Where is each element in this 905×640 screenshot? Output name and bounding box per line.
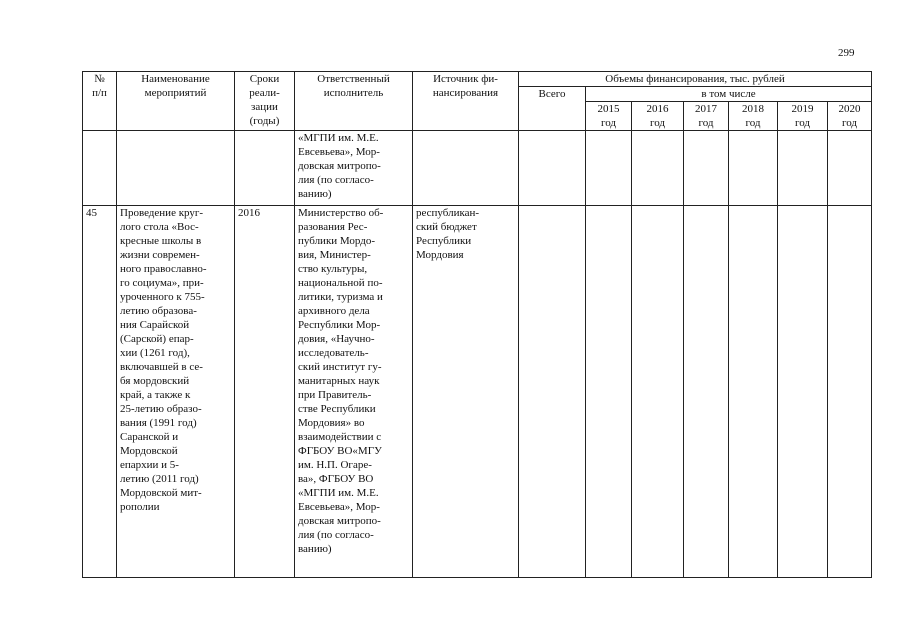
row-year-2020 (828, 131, 872, 206)
row-year-2016 (632, 206, 684, 578)
row-year-2019 (778, 206, 828, 578)
row-executor: Министерство об- разования Рес- публики Мордо- вия, Министер- ство культуры, национальной по- литики, туризма и архивного дела Республики Мор- довия, «Научно- исследователь- ский институт гу- манитарных наук при Правитель- стве Республики Мордовия» во взаимодействии с ФГБОУ ВО«МГУ им. Н.П. Огаре- ва», ФГБОУ ВО «МГПИ им. М.Е. Евсевьева», Мор- довская митропо- лия (по согласо- ванию) (295, 206, 413, 578)
col-source-header: Источник фи- нансирования (413, 72, 519, 131)
table-row (83, 131, 872, 206)
header-row-1 (83, 72, 872, 87)
col-terms-header: Сроки реали- зации (годы) (235, 72, 295, 131)
row-year-2019 (778, 131, 828, 206)
row-executor: «МГПИ им. М.Е. Евсевьева», Мор- довская митропо- лия (по согласо- ванию) (295, 131, 413, 206)
row-year-2017 (684, 206, 729, 578)
col-total-header: Всего (519, 87, 586, 131)
row-year-2015 (586, 131, 632, 206)
col-year-2015-header: 2015 год (586, 102, 632, 131)
row-number: 45 (83, 206, 117, 578)
row-terms: 2016 (235, 206, 295, 578)
row-source: республикан- ский бюджет Республики Мордовия (413, 206, 519, 578)
row-year-2020 (828, 206, 872, 578)
col-year-2018-header: 2018 год (729, 102, 778, 131)
row-year-2018 (729, 131, 778, 206)
row-terms (235, 131, 295, 206)
col-name-header: Наименование мероприятий (117, 72, 235, 131)
row-name (117, 131, 235, 206)
row-year-2018 (729, 206, 778, 578)
table-row (83, 206, 872, 578)
col-executor-header: Ответственный исполнитель (295, 72, 413, 131)
row-number (83, 131, 117, 206)
col-year-2016-header: 2016 год (632, 102, 684, 131)
col-year-2019-header: 2019 год (778, 102, 828, 131)
page-number: 299 (838, 47, 855, 59)
col-funding-header: Объемы финансирования, тыс. рублей (519, 72, 872, 87)
row-total (519, 131, 586, 206)
row-year-2017 (684, 131, 729, 206)
row-name: Проведение круг- лого стола «Вос- кресные школы в жизни современ- ного православно- го социума», при- уроченного к 755- летию образова- ния Сарайской (Сарской) епар- хии (1261 год), включавшей в се- бя мордовский край, а также к 25-летию образо- вания (1991 год) Саранской и Мордовской епархии и 5- летию (2011 год) Мордовской мит- рополии (117, 206, 235, 578)
row-year-2015 (586, 206, 632, 578)
col-year-2017-header: 2017 год (684, 102, 729, 131)
col-number-header: № п/п (83, 72, 117, 131)
row-year-2016 (632, 131, 684, 206)
row-total (519, 206, 586, 578)
row-source (413, 131, 519, 206)
funding-table (82, 71, 872, 578)
col-year-2020-header: 2020 год (828, 102, 872, 131)
col-including-header: в том числе (586, 87, 872, 102)
